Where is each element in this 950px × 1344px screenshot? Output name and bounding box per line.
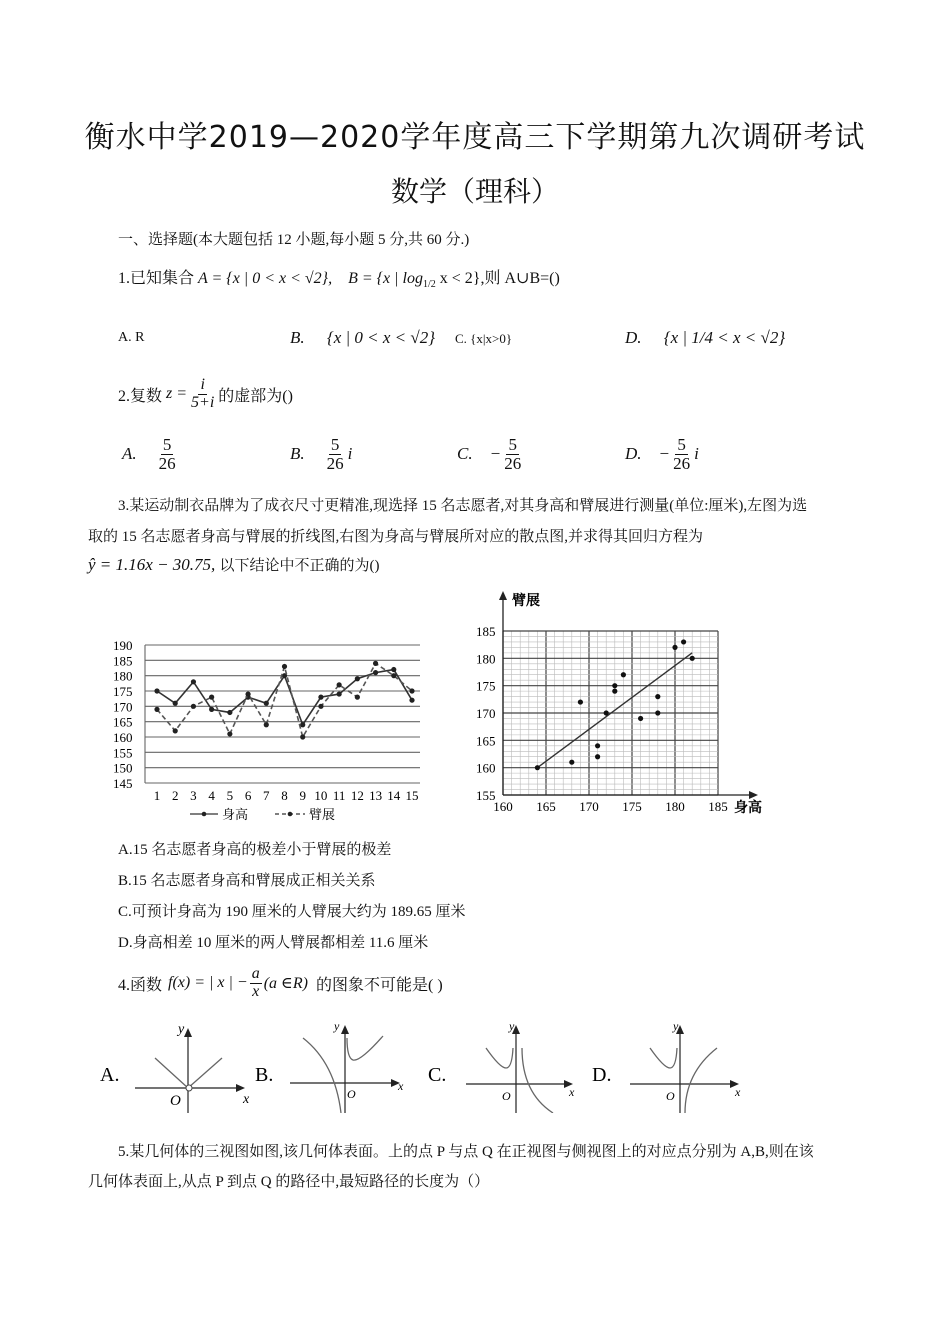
option-label: D. (625, 328, 642, 347)
svg-text:170: 170 (113, 699, 133, 715)
question-4 (118, 966, 443, 1001)
q3-line-1: 3.某运动制衣品牌为了成衣尺寸更精准,现选择 15 名志愿者,对其身高和臂展进行测量(单位:厘米),左图为选 (118, 498, 808, 514)
q4-graph-b[interactable] (255, 1018, 415, 1118)
svg-text:15: 15 (405, 788, 419, 803)
q1-set-a: A = {x | 0 < x < √2}, (198, 270, 333, 287)
svg-text:12: 12 (350, 788, 364, 803)
x-tick-labels (154, 788, 419, 803)
q3-option-b[interactable]: B.15 名志愿者身高和臂展成正相关关系 (118, 873, 376, 889)
question-2 (118, 377, 293, 412)
svg-text:2: 2 (171, 788, 179, 803)
q2-var: z = (166, 385, 188, 403)
q1-option-c[interactable] (455, 331, 512, 347)
q3-option-a[interactable]: A.15 名志愿者身高的极差小于臂展的极差 (118, 842, 392, 858)
page-subtitle: 数学（理科） (390, 175, 559, 208)
y-axis-label: 臂展 (512, 594, 540, 609)
svg-text:155: 155 (476, 788, 496, 803)
origin-label: O (502, 1089, 511, 1103)
svg-text:185: 185 (708, 799, 728, 814)
q2-option-d[interactable] (625, 436, 699, 473)
option-fraction (671, 436, 692, 473)
svg-text:4: 4 (208, 788, 215, 803)
q3-option-d[interactable]: D.身高相差 10 厘米的两人臂展都相差 11.6 厘米 (118, 935, 429, 951)
svg-text:185: 185 (476, 624, 496, 639)
regression-equation: ŷ = 1.16x − 30.75, (88, 555, 216, 574)
svg-text:175: 175 (622, 799, 642, 814)
option-tail: i (347, 444, 353, 464)
svg-text:8: 8 (281, 788, 288, 803)
x-label: x (735, 1085, 741, 1099)
svg-text:155: 155 (113, 745, 133, 761)
q4-domain: (a ∈R) (263, 975, 308, 993)
fraction-denominator: 26 (158, 453, 176, 473)
svg-text:160: 160 (493, 799, 513, 814)
q2-option-a[interactable] (122, 436, 180, 473)
svg-text:6: 6 (244, 788, 252, 803)
q3-option-c[interactable]: C.可预计身高为 190 厘米的人臂展大约为 189.65 厘米 (118, 904, 466, 920)
q4-suffix: 的图象不可能是( ) (316, 976, 443, 994)
legend-armspan: 臂展 (309, 807, 336, 822)
option-text: R (135, 330, 145, 345)
q4-graph-c[interactable] (428, 1018, 588, 1118)
option-label: D. (625, 444, 642, 464)
option-label: C. (428, 1064, 447, 1086)
y-label: y (509, 1019, 515, 1033)
y-arrow-icon (341, 1025, 349, 1034)
x-axis-label: 身高 (734, 801, 762, 816)
line-chart (112, 630, 432, 825)
option-fraction (157, 436, 178, 473)
q2-prefix: 2.复数 (118, 387, 163, 405)
chart-legend (190, 807, 335, 822)
y-axis-arrow-icon (499, 591, 507, 600)
fraction-numerator: 5 (330, 435, 340, 454)
svg-text:160: 160 (476, 760, 496, 776)
q1-log-base: 1/2 (423, 279, 436, 291)
svg-text:5: 5 (226, 788, 234, 803)
x-label: x (398, 1079, 404, 1093)
origin-label: O (347, 1087, 356, 1101)
q2-option-b[interactable] (290, 436, 352, 473)
section-heading: 一、选择题(本大题包括 12 小题,每小题 5 分,共 60 分.) (118, 232, 470, 248)
svg-text:175: 175 (113, 684, 133, 699)
svg-text:185: 185 (113, 653, 133, 669)
option-label: C. (455, 331, 467, 346)
q1-prefix: 1.已知集合 (118, 270, 195, 287)
fraction-numerator: 5 (677, 435, 686, 454)
q1-set-b-tail: x < 2},则 A∪B=() (439, 270, 560, 287)
svg-text:150: 150 (113, 760, 133, 776)
q1-set-b: B = {x | log (348, 270, 423, 287)
x-label: x (569, 1085, 575, 1099)
q2-option-c[interactable] (457, 436, 525, 473)
q4-graph-d[interactable] (592, 1018, 752, 1118)
q4-function: f(x) = | x | − (168, 974, 248, 992)
fraction-denominator: 26 (504, 453, 522, 473)
y-label: y (673, 1019, 679, 1033)
svg-text:10: 10 (314, 788, 328, 803)
svg-text:13: 13 (369, 788, 383, 803)
q5-line-1: 5.某几何体的三视图如图,该几何体表面。上的点 P 与点 Q 在正视图与侧视图上的对应点分别为 A,B,则在该 (118, 1144, 814, 1160)
q4-fraction (250, 966, 262, 1001)
option-label: D. (592, 1064, 612, 1086)
y-tick-labels (113, 638, 133, 791)
svg-text:180: 180 (113, 668, 133, 684)
option-text: {x | 1/4 < x < √2} (663, 328, 786, 347)
option-sign: − (659, 444, 670, 464)
question-1 (118, 265, 560, 290)
fraction-denominator: 5+i (191, 393, 215, 411)
fraction-numerator: a (251, 965, 260, 982)
q1-option-d[interactable] (625, 328, 785, 348)
fraction-denominator: 26 (326, 453, 344, 473)
svg-text:165: 165 (476, 733, 496, 749)
fraction-denominator: 26 (673, 453, 691, 473)
q3-line-3 (88, 554, 380, 575)
q5-line-2: 几何体表面上,从点 P 到点 Q 的路径中,最短路径的长度为（） (88, 1174, 490, 1190)
svg-text:175: 175 (476, 678, 496, 694)
option-fraction (325, 436, 346, 473)
option-tail: i (694, 444, 699, 464)
scatter-chart (462, 588, 782, 820)
y-label: y (334, 1019, 340, 1033)
svg-text:1: 1 (153, 788, 161, 803)
option-text: {x | 0 < x < √2} (326, 328, 436, 347)
q4-prefix: 4.函数 (118, 976, 163, 994)
y-arrow-icon (184, 1028, 192, 1037)
svg-text:14: 14 (387, 788, 401, 803)
legend-height: 身高 (222, 807, 249, 822)
option-label: C. (457, 444, 473, 464)
option-label: A. (118, 330, 132, 345)
svg-text:7: 7 (263, 788, 270, 803)
option-label: B. (290, 328, 305, 347)
svg-text:11: 11 (332, 788, 346, 803)
svg-text:180: 180 (665, 799, 685, 814)
svg-text:170: 170 (579, 799, 599, 814)
q1-option-a[interactable] (118, 330, 144, 346)
option-fraction (502, 436, 523, 473)
fraction-numerator: 5 (508, 435, 517, 454)
option-label: A. (100, 1064, 120, 1086)
svg-text:3: 3 (190, 788, 197, 803)
q1-option-b[interactable] (290, 328, 435, 348)
origin-label: O (170, 1093, 181, 1109)
svg-text:180: 180 (476, 651, 496, 667)
svg-text:9: 9 (299, 788, 306, 803)
option-sign: − (490, 444, 501, 464)
q2-fraction (189, 377, 216, 412)
fraction-numerator: 5 (162, 435, 172, 454)
q2-suffix: 的虚部为() (218, 387, 293, 405)
x-label: x (243, 1092, 250, 1107)
svg-text:165: 165 (113, 714, 133, 730)
x-axis-arrow-icon (749, 791, 758, 799)
svg-text:170: 170 (476, 706, 496, 721)
q3-line-3-tail: 以下结论中不正确的为() (219, 558, 380, 574)
svg-text:165: 165 (536, 799, 556, 814)
option-label: A. (122, 444, 137, 464)
svg-text:145: 145 (113, 776, 133, 791)
q4-graph-a[interactable] (100, 1018, 260, 1118)
svg-text:190: 190 (113, 638, 133, 653)
origin-label: O (666, 1089, 675, 1103)
y-label: y (178, 1022, 185, 1037)
option-label: B. (290, 444, 305, 464)
fraction-numerator: i (200, 376, 205, 393)
q3-line-2: 取的 15 名志愿者身高与臂展的折线图,右图为身高与臂展所对应的散点图,并求得其回归方程为 (88, 529, 704, 545)
page-title: 衡水中学2019—2020学年度高三下学期第九次调研考试 (84, 120, 866, 155)
option-text: {x|x>0} (470, 331, 513, 346)
option-label: B. (255, 1064, 274, 1086)
fraction-denominator: x (252, 982, 260, 1000)
x-arrow-icon (236, 1084, 245, 1092)
svg-text:160: 160 (113, 730, 133, 745)
